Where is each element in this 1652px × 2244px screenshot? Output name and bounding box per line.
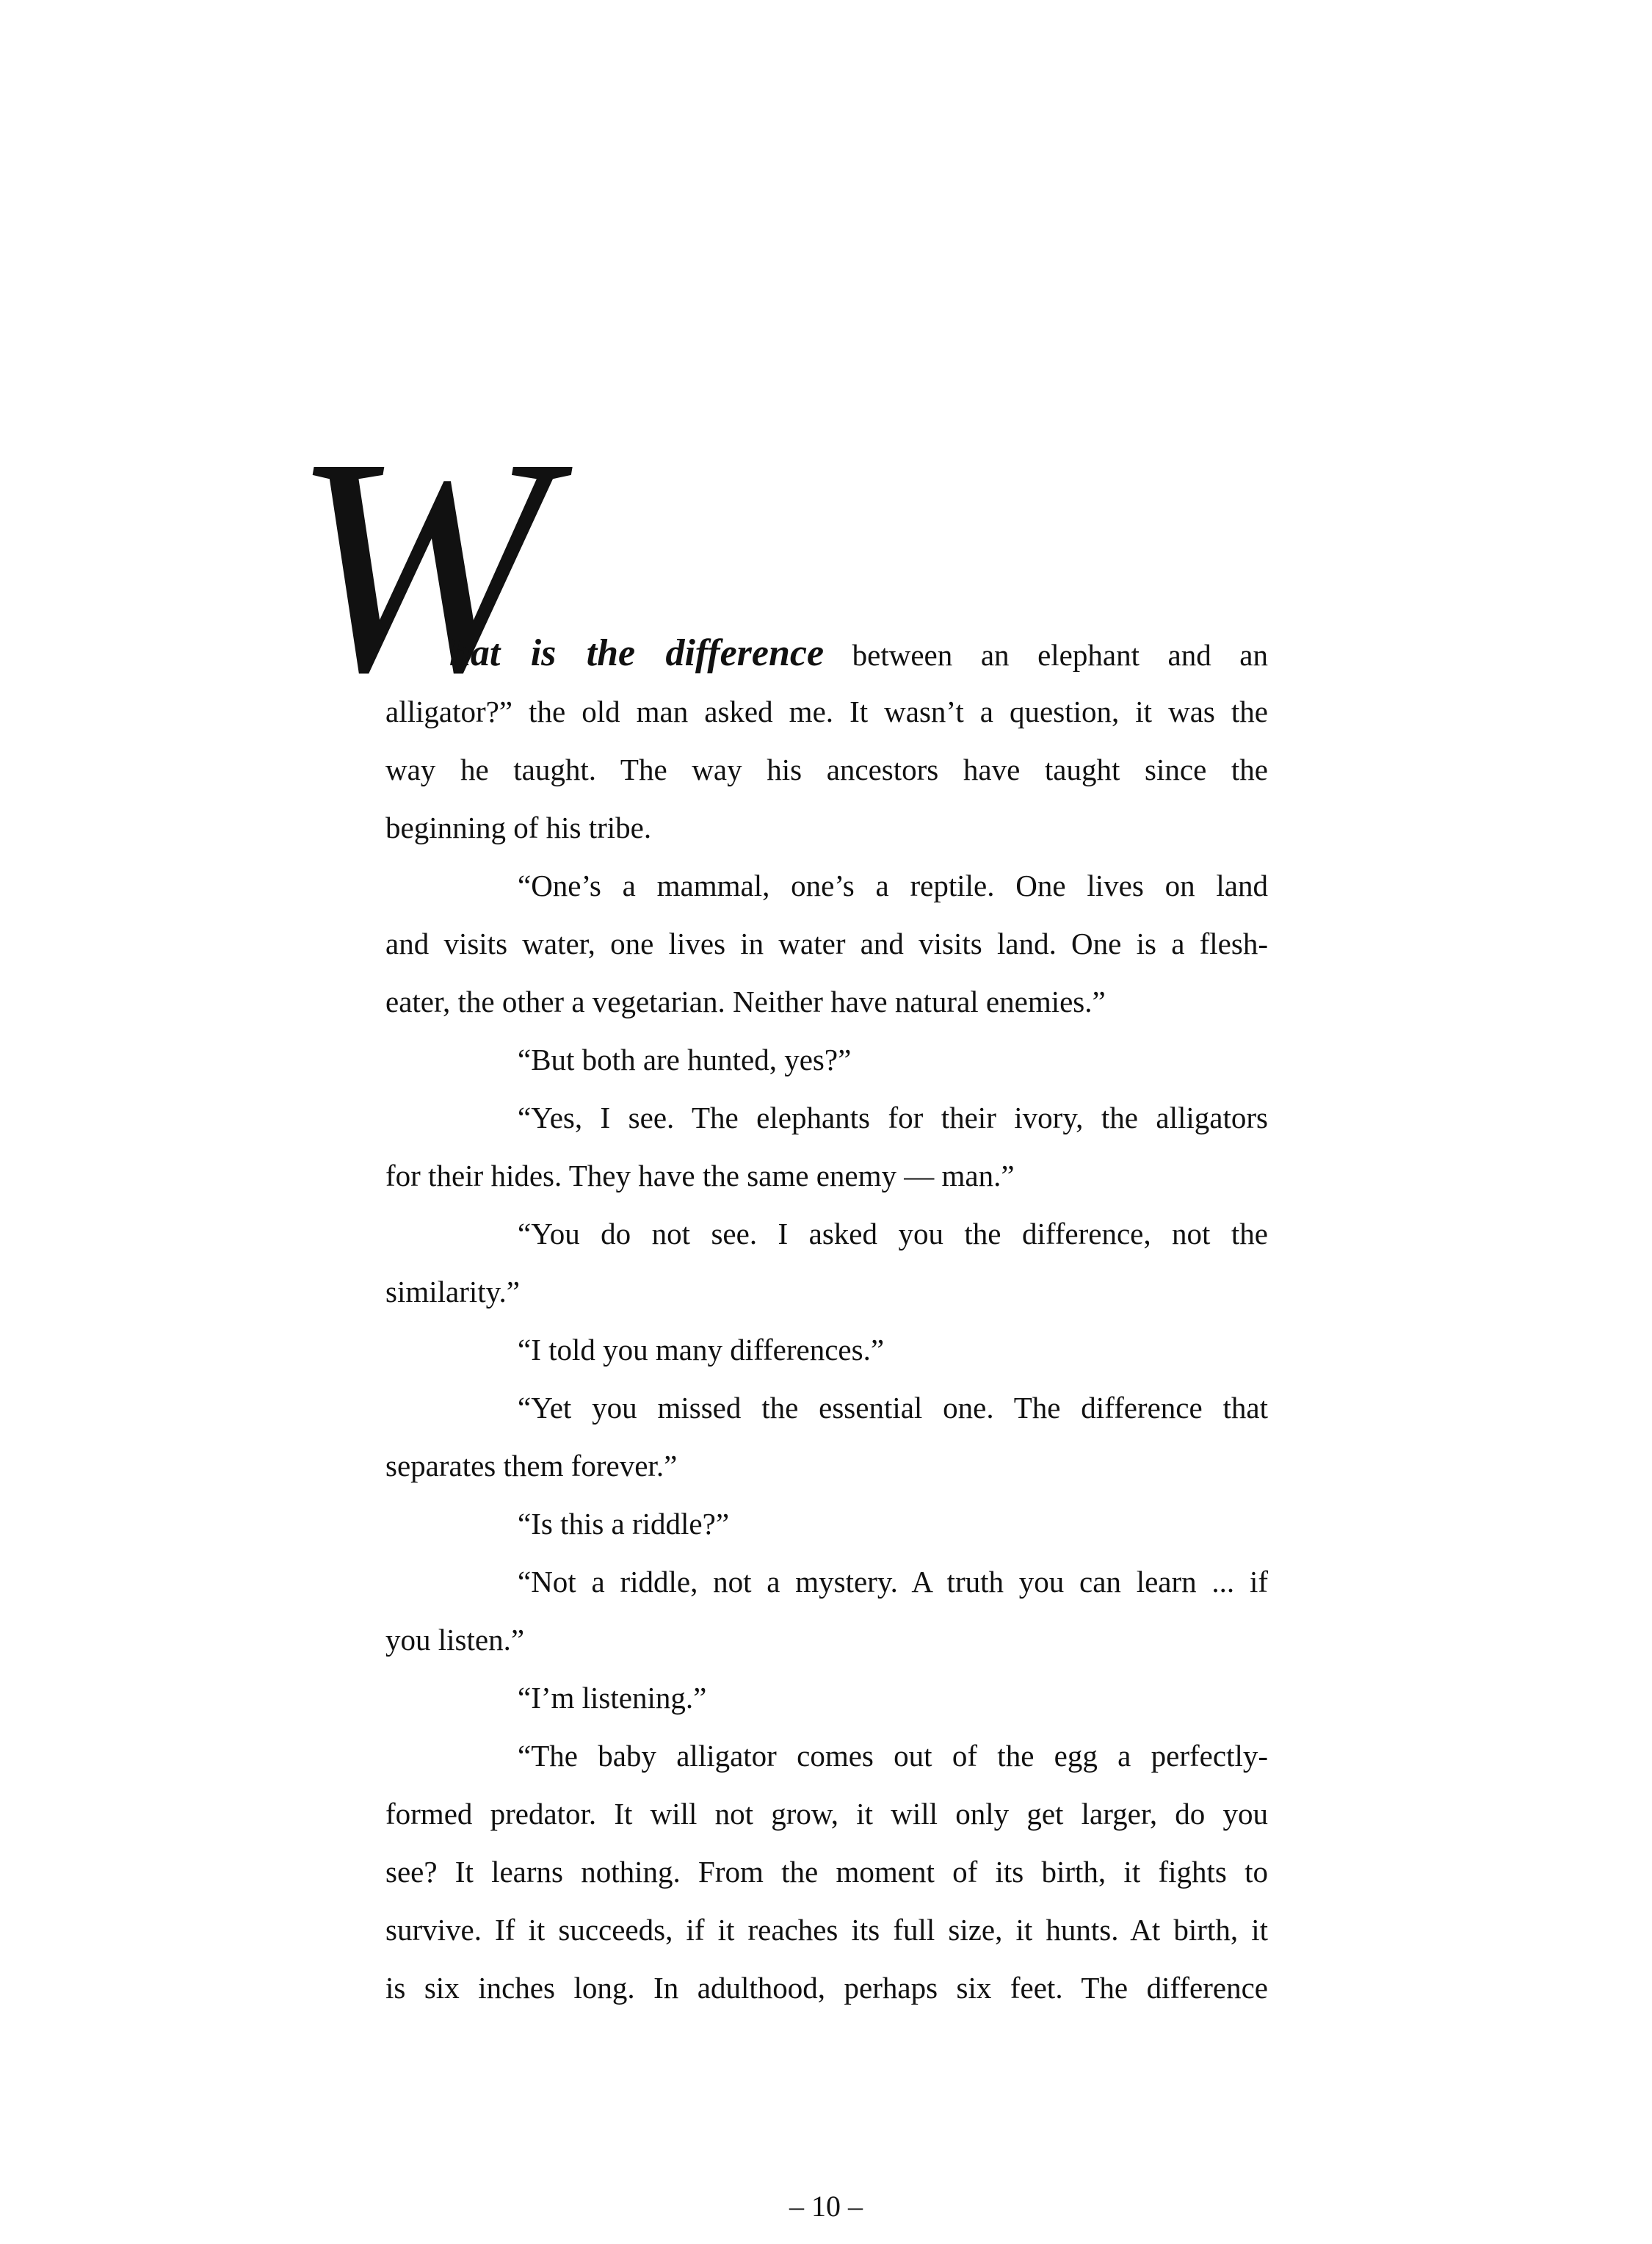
text-line-10: for their hides. They have the same enemy — man.”: [385, 1159, 1015, 1192]
lead-in-phrase: hat is the difference: [449, 632, 825, 674]
text-line-4: beginning of his tribe.: [385, 811, 652, 844]
text-line-11: “You do not see. I asked you the difference, not the: [518, 1217, 1268, 1251]
text-line-5: “One’s a mammal, one’s a reptile. One lives on land: [518, 869, 1268, 902]
text-line-9: “Yes, I see. The elephants for their ivory, the alligators: [518, 1101, 1268, 1134]
text-line-7: eater, the other a vegetarian. Neither have natural enemies.”: [385, 985, 1106, 1018]
text-line-13: “I told you many differences.”: [518, 1333, 885, 1367]
text-line-18: you listen.”: [385, 1623, 525, 1657]
text-line-15: separates them forever.”: [385, 1449, 678, 1483]
drop-cap: W: [292, 394, 542, 736]
text-line-22: see? It learns nothing. From the moment of its birth, it fights to: [385, 1855, 1268, 1889]
text-line-2: alligator?” the old man asked me. It wasn’t a question, it was the: [385, 695, 1268, 728]
text-line-14: “Yet you missed the essential one. The difference that: [518, 1391, 1268, 1425]
text-line-23: survive. If it succeeds, if it reaches its full size, it hunts. At birth, it: [385, 1913, 1268, 1947]
text-line-1: [449, 624, 1268, 683]
text-line-12: similarity.”: [385, 1275, 520, 1309]
text-line-20: “The baby alligator comes out of the egg a perfectly-: [518, 1739, 1268, 1773]
text-line-6: and visits water, one lives in water and visits land. One is a flesh-: [385, 927, 1268, 960]
first-line-text: between an elephant and an: [852, 638, 1268, 672]
text-line-3: way he taught. The way his ancestors have taught since the: [385, 753, 1268, 786]
text-line-16: “Is this a riddle?”: [518, 1507, 730, 1541]
text-line-17: “Not a riddle, not a mystery. A truth you can learn ... if: [518, 1565, 1268, 1599]
text-line-19: “I’m listening.”: [518, 1681, 707, 1715]
text-line-21: formed predator. It will not grow, it will only get larger, do you: [385, 1797, 1268, 1831]
page-number: – 10 –: [789, 2190, 863, 2223]
text-line-8: “But both are hunted, yes?”: [518, 1043, 852, 1076]
text-line-24: is six inches long. In adulthood, perhaps six feet. The difference: [385, 1971, 1268, 2005]
